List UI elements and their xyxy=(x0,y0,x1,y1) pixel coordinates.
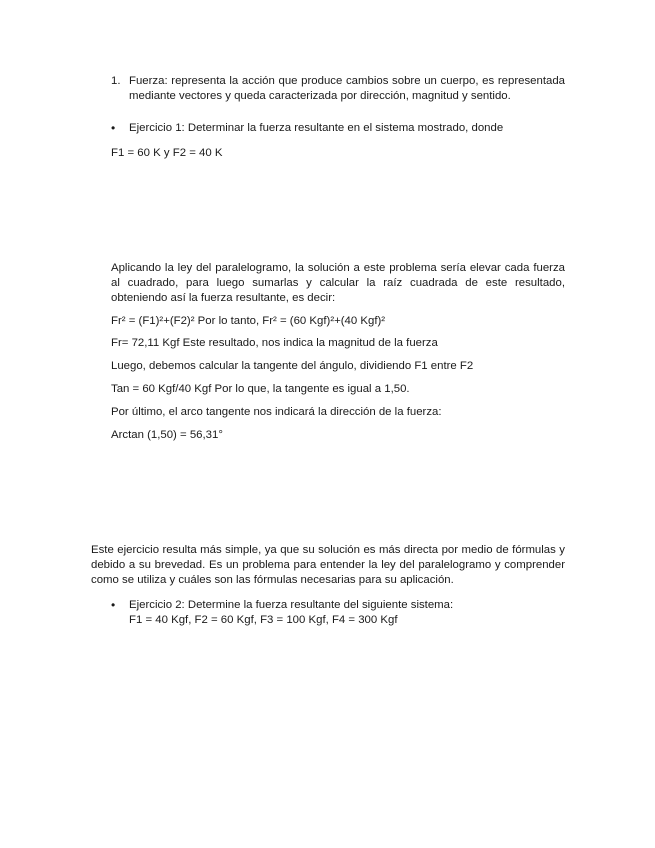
arctan-step: Por último, el arco tangente nos indicará la dirección de la fuerza: xyxy=(111,406,442,418)
bullet-item-ejercicio-1 xyxy=(111,121,565,136)
list-number: 1. xyxy=(111,75,121,87)
numbered-item-fuerza xyxy=(111,74,565,104)
given-forces: F1 = 60 K y F2 = 40 K xyxy=(111,147,223,159)
tangent-step: Luego, debemos calcular la tangente del ángulo, dividiendo F1 entre F2 xyxy=(111,360,474,372)
parallelogram-paragraph: Aplicando la ley del paralelogramo, la solución a este problema sería elevar cada fuerza al cuadrado, para luego sumarlas y calcular la raíz cuadrada de este resultado, obteniendo así la fuerza resultante, es decir: xyxy=(111,262,565,304)
ejercicio-1-text: Ejercicio 1: Determinar la fuerza resultante en el sistema mostrado, donde xyxy=(129,122,504,134)
ejercicio-2-forces: F1 = 40 Kgf, F2 = 60 Kgf, F3 = 100 Kgf, F4 = 300 Kgf xyxy=(129,614,398,626)
bullet-marker: • xyxy=(111,598,116,612)
tangent-value: Tan = 60 Kgf/40 Kgf Por lo que, la tangente es igual a 1,50. xyxy=(111,383,410,395)
fuerza-definition: Fuerza: representa la acción que produce cambios sobre un cuerpo, es representada mediante vectores y queda caracterizada por dirección, magnitud y sentido. xyxy=(129,75,565,102)
ejercicio-2-title: Ejercicio 2: Determine la fuerza resultante del siguiente sistema: xyxy=(129,599,454,611)
bullet-item-ejercicio-2 xyxy=(111,598,565,628)
equation-fr-squared: Fr² = (F1)²+(F2)² Por lo tanto, Fr² = (60 Kgf)²+(40 Kgf)² xyxy=(111,315,386,327)
result-fr: Fr= 72,11 Kgf Este resultado, nos indica la magnitud de la fuerza xyxy=(111,337,438,349)
conclusion-paragraph: Este ejercicio resulta más simple, ya que su solución es más directa por medio de fórmulas y debido a su brevedad. Es un problema para entender la ley del paralelogramo y comprender como se utiliza y cuáles son las fórmulas necesarias para su aplicación. xyxy=(91,544,565,586)
arctan-result: Arctan (1,50) = 56,31° xyxy=(111,429,223,441)
bullet-marker: • xyxy=(111,121,116,135)
